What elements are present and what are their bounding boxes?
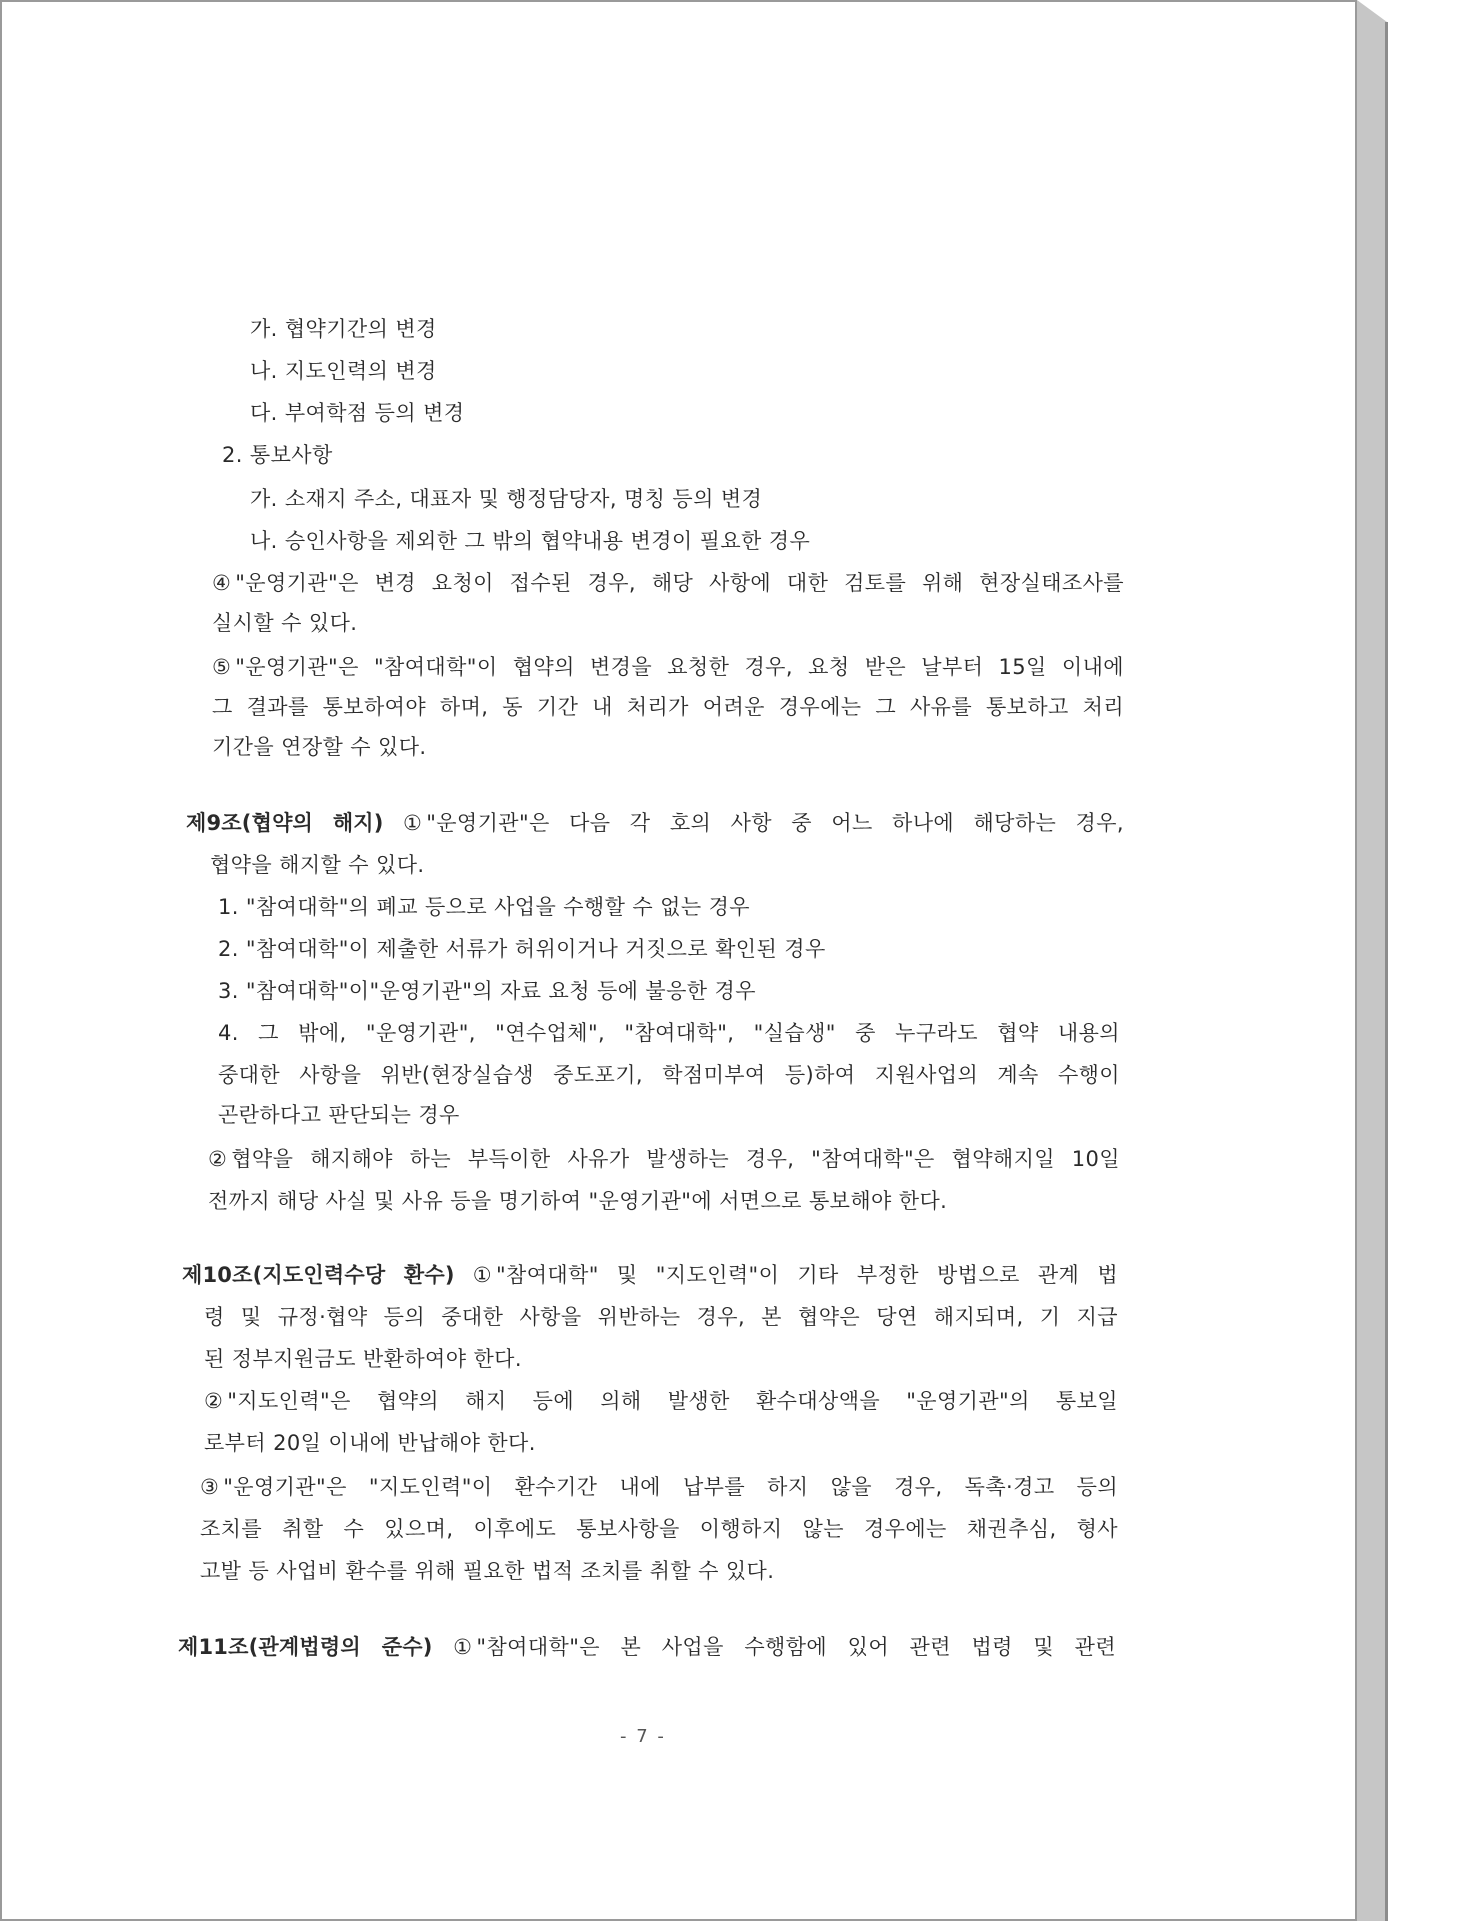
line-text: 협약을 해지해야 하는 부득이한 사유가 발생하는 경우, "참여대학"은 협약해지일 10일 bbox=[231, 1147, 1120, 1171]
line-text: "참여대학" 및 "지도인력"이 기타 부정한 방법으로 관계 법 bbox=[495, 1263, 1119, 1287]
line-text: 조치를 취할 수 있으며, 이후에도 통보사항을 이행하지 않는 경우에는 채권추심, 형사 bbox=[200, 1517, 1118, 1541]
text-line bbox=[250, 356, 437, 386]
line-text: 다. 부여학점 등의 변경 bbox=[250, 401, 465, 425]
page-number: - 7 - bbox=[620, 1726, 666, 1747]
text-line bbox=[200, 1556, 774, 1586]
line-text: 협약을 해지할 수 있다. bbox=[210, 853, 425, 877]
line-text: "운영기관"은 "지도인력"이 환수기간 내에 납부를 하지 않을 경우, 독촉·경고 등의 bbox=[223, 1475, 1119, 1499]
text-line bbox=[218, 892, 750, 922]
text-line bbox=[222, 440, 333, 470]
clause-marker: ① bbox=[472, 1263, 492, 1287]
article-title: 제11조(관계법령의 준수) bbox=[178, 1635, 433, 1659]
text-line bbox=[250, 314, 437, 344]
text-line bbox=[204, 1302, 1118, 1332]
line-text: 나. 승인사항을 제외한 그 밖의 협약내용 변경이 필요한 경우 bbox=[250, 529, 811, 553]
line-text: 로부터 20일 이내에 반납해야 한다. bbox=[204, 1431, 536, 1455]
line-text: 3. "참여대학"이"운영기관"의 자료 요청 등에 불응한 경우 bbox=[218, 979, 756, 1003]
text-line bbox=[250, 398, 464, 428]
line-text: "지도인력"은 협약의 해지 등에 의해 발생한 환수대상액을 "운영기관"의 통보일 bbox=[227, 1389, 1118, 1413]
text-line bbox=[204, 1344, 522, 1374]
line-text: 기간을 연장할 수 있다. bbox=[212, 735, 427, 759]
page-edge-line bbox=[1385, 22, 1388, 1921]
line-text: 가. 협약기간의 변경 bbox=[250, 317, 437, 341]
text-line bbox=[250, 526, 810, 556]
line-text: 중대한 사항을 위반(현장실습생 중도포기, 학점미부여 등)하여 지원사업의 계속 수행이 bbox=[218, 1063, 1120, 1087]
text-line bbox=[204, 1386, 1118, 1416]
clause-marker: ⑤ bbox=[212, 655, 232, 679]
line-text: 된 정부지원금도 반환하여야 한다. bbox=[204, 1347, 522, 1371]
text-line bbox=[204, 1428, 536, 1458]
text-line bbox=[212, 692, 1124, 722]
line-text: 실시할 수 있다. bbox=[212, 611, 358, 635]
article-heading-line bbox=[178, 1632, 1116, 1662]
page-shadow-edge bbox=[1357, 0, 1387, 1921]
text-line bbox=[212, 568, 1124, 598]
text-line bbox=[200, 1472, 1118, 1502]
line-text: 가. 소재지 주소, 대표자 및 행정담당자, 명칭 등의 변경 bbox=[250, 487, 763, 511]
line-text: 령 및 규정·협약 등의 중대한 사항을 위반하는 경우, 본 협약은 당연 해지되며, 기 지급 bbox=[204, 1305, 1118, 1329]
line-text: 2. 통보사항 bbox=[222, 443, 333, 467]
text-line bbox=[218, 1100, 460, 1130]
article-heading-line bbox=[186, 808, 1124, 838]
text-line bbox=[212, 652, 1124, 682]
text-line bbox=[200, 1514, 1118, 1544]
clause-marker: ② bbox=[208, 1147, 228, 1171]
line-text: 2. "참여대학"이 제출한 서류가 허위이거나 거짓으로 확인된 경우 bbox=[218, 937, 826, 961]
line-text: "운영기관"은 "참여대학"이 협약의 변경을 요청한 경우, 요청 받은 날부터 15일 이내에 bbox=[235, 655, 1124, 679]
text-line bbox=[218, 1018, 1120, 1048]
line-text: "운영기관"은 변경 요청이 접수된 경우, 해당 사항에 대한 검토를 위해 현장실태조사를 bbox=[235, 571, 1124, 595]
text-line bbox=[210, 850, 424, 880]
line-text: 그 결과를 통보하여야 하며, 동 기간 내 처리가 어려운 경우에는 그 사유를 통보하고 처리 bbox=[212, 695, 1124, 719]
text-line bbox=[250, 484, 762, 514]
clause-marker: ① bbox=[453, 1635, 473, 1659]
article-title: 제10조(지도인력수당 환수) bbox=[182, 1263, 455, 1287]
line-text: 전까지 해당 사실 및 사유 등을 명기하여 "운영기관"에 서면으로 통보해야 한다. bbox=[208, 1189, 948, 1213]
text-line bbox=[218, 934, 826, 964]
line-text: "참여대학"은 본 사업을 수행함에 있어 관련 법령 및 관련 bbox=[476, 1635, 1117, 1659]
clause-marker: ③ bbox=[200, 1475, 220, 1499]
line-text: 1. "참여대학"의 폐교 등으로 사업을 수행할 수 없는 경우 bbox=[218, 895, 750, 919]
line-text: 고발 등 사업비 환수를 위해 필요한 법적 조치를 취할 수 있다. bbox=[200, 1559, 775, 1583]
line-text: "운영기관"은 다음 각 호의 사항 중 어느 하나에 해당하는 경우, bbox=[426, 811, 1124, 835]
line-text: 나. 지도인력의 변경 bbox=[250, 359, 437, 383]
clause-marker: ① bbox=[402, 811, 423, 835]
text-line bbox=[212, 732, 426, 762]
text-line bbox=[212, 608, 357, 638]
text-line bbox=[218, 1060, 1120, 1090]
text-line bbox=[208, 1186, 947, 1216]
line-text: 4. 그 밖에, "운영기관", "연수업체", "참여대학", "실습생" 중 누구라도 협약 내용의 bbox=[218, 1021, 1120, 1045]
line-text: 곤란하다고 판단되는 경우 bbox=[218, 1103, 460, 1127]
clause-marker: ② bbox=[204, 1389, 224, 1413]
text-line bbox=[218, 976, 756, 1006]
article-heading-line bbox=[182, 1260, 1118, 1290]
text-line bbox=[208, 1144, 1120, 1174]
article-title: 제9조(협약의 해지) bbox=[186, 811, 384, 835]
clause-marker: ④ bbox=[212, 571, 232, 595]
